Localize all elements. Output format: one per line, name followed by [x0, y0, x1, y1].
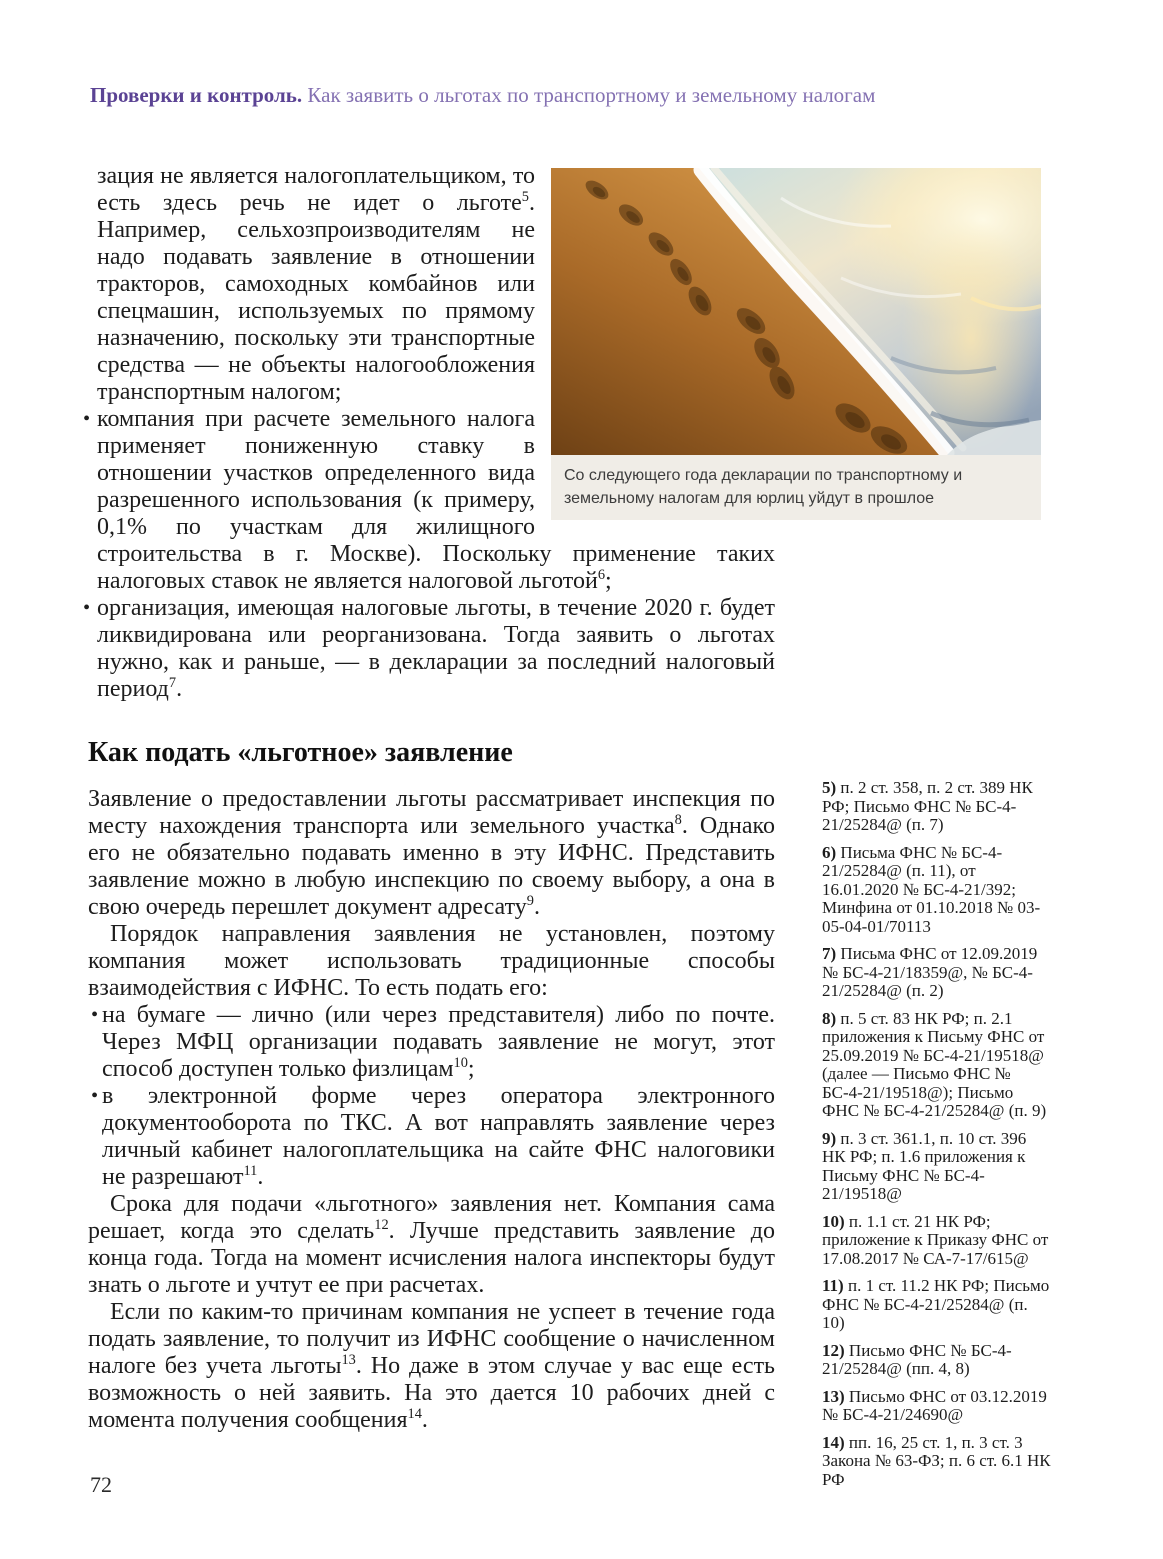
footnote-number: 5): [822, 778, 841, 797]
footnote-number: 13): [822, 1386, 849, 1406]
footnote-reference: 6: [597, 567, 606, 583]
footnote-reference: 13: [341, 1352, 356, 1368]
bullet-item: • компания при расчете земельного налога применяет пониженную ставку в отношении участков определенного вида разрешенного использования (к примеру, 0,1% по участкам для жилищного строительства в г. Москве). Поскольку применение таких налоговых ставок не является налоговой льготой$^6$;: [97, 406, 775, 595]
footnote: 11) п. 1 ст. 11.2 НК РФ; Письмо ФНС № БС-4-21/25284@ (п. 10): [822, 1276, 1050, 1332]
footnote-number: 14): [822, 1432, 849, 1452]
footnote-number: 11): [822, 1276, 848, 1295]
footnote-reference: 7: [168, 675, 177, 691]
paragraph: зация не является налогоплательщиком, то есть здесь речь не идет о льготе$^5$. Например, сельхозпроизводителям не надо подавать заявление в отношении тракторов, самоходных комбайнов или спецмашин, используемых по прямому назначению, поскольку эти транспортные средства — не объекты налогообложения транспортным налогом;: [97, 163, 535, 405]
bullet-item: • организация, имеющая налоговые льготы, в течение 2020 г. будет ликвидирована или реорганизована. Тогда заявить о льготах нужно, как и раньше, — в декларации за последний налоговый период$^7$.: [97, 595, 775, 703]
footnote-reference: 8: [674, 812, 682, 828]
footnote: 6) Письма ФНС № БС-4-21/25284@ (п. 11), от 16.01.2020 № БС-4-21/392; Минфина от 01.10.2018 № 03-05-04-01/70113: [822, 842, 1041, 936]
footnote-reference: 14: [407, 1406, 422, 1422]
footnote-reference: 12: [374, 1217, 389, 1233]
paragraph: Порядок направления заявления не установлен, поэтому компания может использовать традиционные способы взаимодействия с ИФНС. То есть подать его:: [88, 921, 775, 1001]
footnote-number: 6): [822, 842, 841, 862]
page-number: 72: [90, 1472, 112, 1497]
footnote: 9) п. 3 ст. 361.1, п. 10 ст. 396 НК РФ; п. 1.6 приложения к Письму ФНС № БС-4-21/19518@: [822, 1128, 1027, 1203]
article-topic-title: Как заявить о льготах по транспортному и земельному налогам: [302, 83, 876, 107]
footnote-reference: 10: [453, 1055, 468, 1071]
paragraph: Если по каким-то причинам компания не успеет в течение года подать заявление, то получит из ИФНС сообщение о начисленном налоге без учета льготы$^{13}$. Но даже в этом случае у вас еще есть возможность о ней заявить. На это дается 10 рабочих дней с момента получения сообщения$^{14}$.: [88, 1299, 775, 1433]
section-heading: Как подать «льготное» заявление: [88, 737, 513, 768]
paragraph: Срока для подачи «льготного» заявления нет. Компания сама решает, когда это сделать$^{12}$. Лучше представить заявление до конца года. Тогда на момент исчисления налога инспекторы будут знать о льготе и учтут ее при расчетах.: [88, 1191, 775, 1298]
footnote: 10) п. 1.1 ст. 21 НК РФ; приложение к Приказу ФНС от 17.08.2017 № СА-7-17/615@: [822, 1211, 1049, 1268]
how-to-file-section: [88, 786, 775, 1434]
bullet-item: • в электронной форме через оператора электронного документооборота по ТКС. А вот направлять заявление через личный кабинет налогоплательщика на сайте ФНС налоговики не разрешают$^{11}$.: [88, 1083, 775, 1191]
footnote-reference: 11: [243, 1163, 258, 1179]
footnote: 12) Письмо ФНС № БС-4-21/25284@ (пп. 4, 8): [822, 1340, 1012, 1378]
footnote: 14) пп. 16, 25 ст. 1, п. 3 ст. 3 Закона № 63-ФЗ; п. 6 ст. 6.1 НК РФ: [822, 1432, 1051, 1489]
footnote: 7) Письма ФНС от 12.09.2019 № БС-4-21/18359@, № БС-4-21/25284@ (п. 2): [822, 944, 1038, 1000]
footnote-reference: 9: [526, 893, 534, 909]
footnote-number: 7): [822, 944, 841, 963]
article-body: [88, 163, 775, 1434]
footnote-number: 8): [822, 1008, 841, 1028]
footnote: 13) Письмо ФНС от 03.12.2019 № БС-4-21/24690@: [822, 1386, 1047, 1424]
paragraph: Заявление о предоставлении льготы рассматривает инспекция по месту нахождения транспорта или земельного участка$^8$. Однако его не обязательно подавать именно в эту ИФНС. Представить заявление можно в любую инспекцию по своему выбору, а она в свою очередь перешлет документ адресату$^9$.: [88, 786, 775, 920]
footnotes-sidebar: [822, 779, 1054, 1498]
footnote-number: 9): [822, 1128, 841, 1148]
footnote-number: 10): [822, 1211, 849, 1231]
section-kicker: Проверки и контроль.: [90, 83, 303, 107]
running-head: [90, 82, 1090, 108]
footnote: 8) п. 5 ст. 83 НК РФ; п. 2.1 приложения к Письму ФНС от 25.09.2019 № БС-4-21/19518@ (далее — Письмо ФНС № БС-4-21/19518@); Письмо ФНС № БС-4-21/25284@ (п. 9): [822, 1008, 1047, 1120]
footnote: 5) п. 2 ст. 358, п. 2 ст. 389 НК РФ; Письмо ФНС № БС-4-21/25284@ (п. 7): [822, 778, 1033, 834]
bullet-item: • на бумаге — лично (или через представителя) либо по почте. Через МФЦ организации подавать заявление не могут, этот способ доступен только физлицам$^{10}$;: [88, 1002, 775, 1083]
footnote-number: 12): [822, 1340, 849, 1360]
footnote-reference: 5: [521, 189, 529, 205]
photo-caption: Со следующего года декларации по транспортному и земельному налогам для юрлиц уйдут в прошлое: [551, 455, 1041, 520]
